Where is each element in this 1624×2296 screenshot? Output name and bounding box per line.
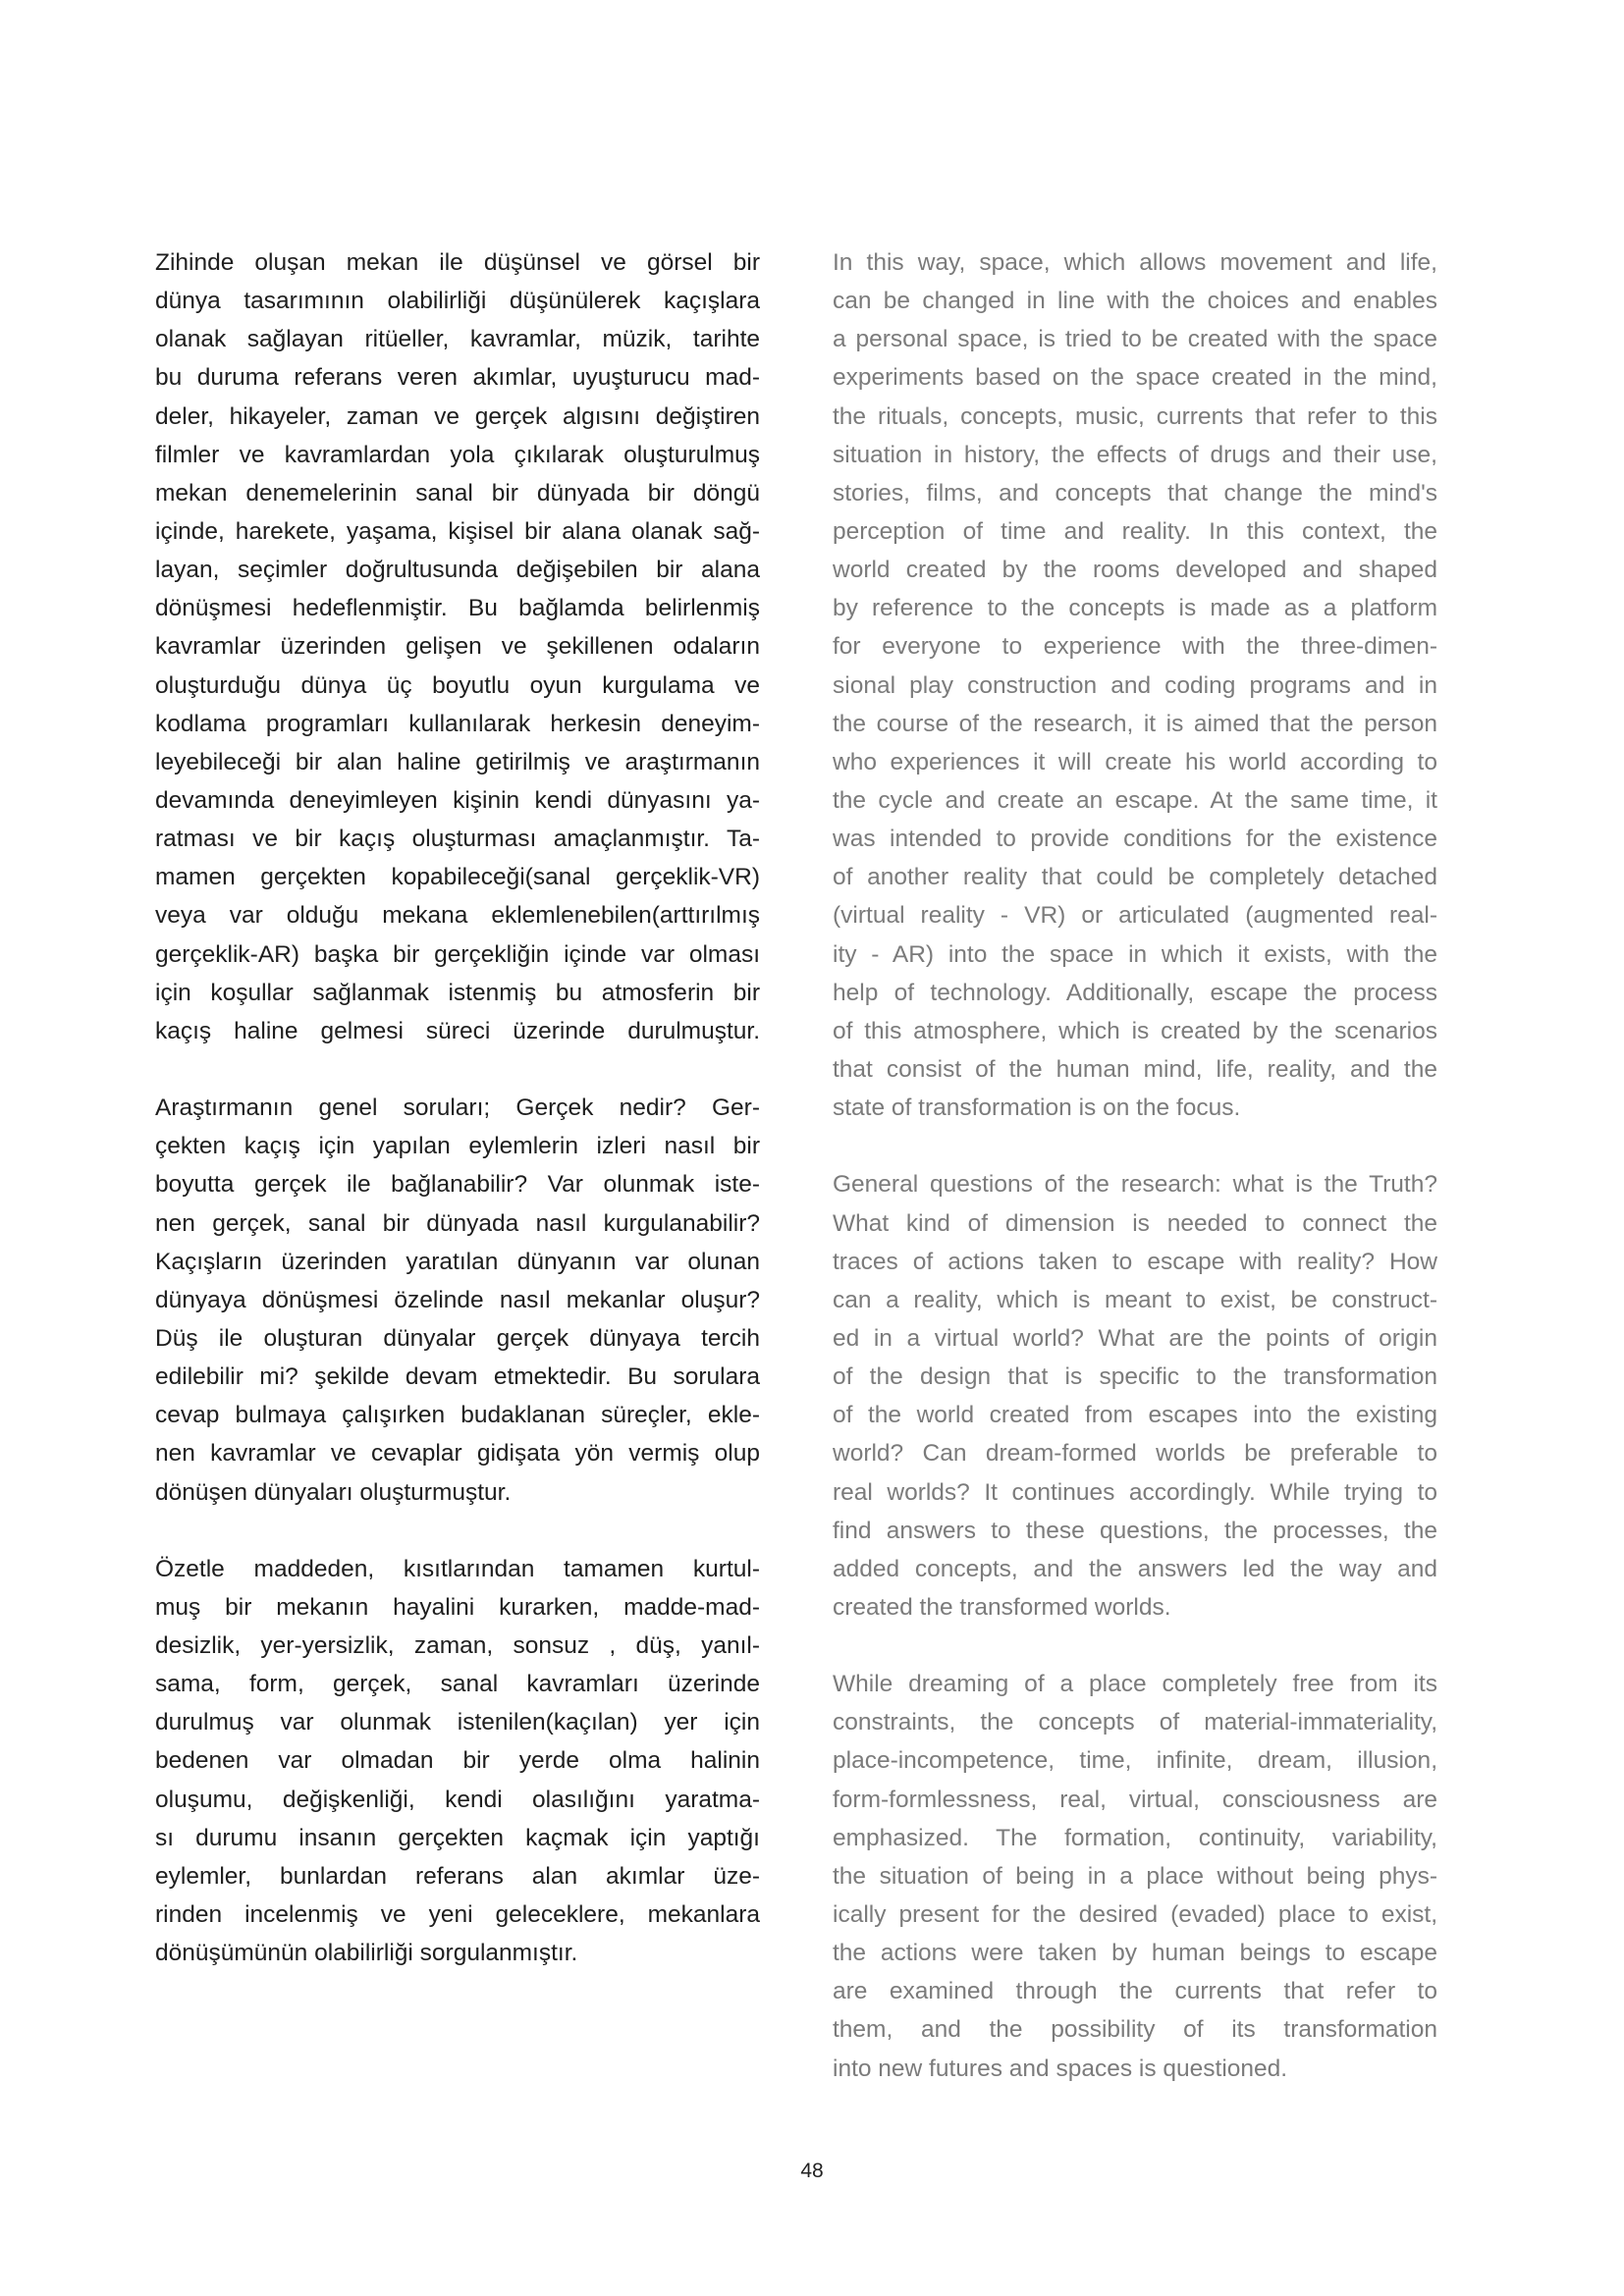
text-line: was intended to provide conditions for the existence	[833, 826, 1437, 853]
text-line: Kaçışların üzerinden yaratılan dünyanın var olunan	[155, 1248, 760, 1275]
text-line: What kind of dimension is needed to connect the	[833, 1209, 1437, 1237]
text-line: of the design that is specific to the transformation	[833, 1363, 1437, 1391]
paragraph	[833, 1665, 1437, 2088]
text-line: situation in history, the effects of drugs and their use,	[833, 441, 1437, 468]
text-line: durulmuş var olunmak istenilen(kaçılan) yer için	[155, 1709, 760, 1736]
text-line: oluşturduğu dünya üç boyutlu oyun kurgulama ve	[155, 671, 760, 699]
text-line: sama, form, gerçek, sanal kavramları üzerinde	[155, 1671, 760, 1698]
text-line: of the world created from escapes into the existing	[833, 1402, 1437, 1429]
text-line: into new futures and spaces is questioned.	[833, 2055, 1288, 2082]
text-line: olanak sağlayan ritüeller, kavramlar, müzik, tarihte	[155, 326, 760, 353]
text-line: Düş ile oluşturan dünyalar gerçek dünyaya tercih	[155, 1324, 760, 1352]
text-line: world created by the rooms developed and shaped	[833, 557, 1437, 584]
text-line: devamında deneyimleyen kişinin kendi dünyasını ya-	[155, 786, 760, 814]
text-line: kavramlar üzerinden gelişen ve şekillenen odaların	[155, 633, 760, 661]
text-line: by reference to the concepts is made as a platform	[833, 595, 1437, 622]
text-line: find answers to these questions, the processes, the	[833, 1517, 1437, 1544]
text-line: layan, seçimler doğrultusunda değişebilen bir alana	[155, 557, 760, 584]
text-line: who experiences it will create his world according to	[833, 748, 1437, 775]
paragraph	[833, 243, 1437, 1127]
text-line: gerçeklik-AR) başka bir gerçekliğin içinde var olması	[155, 940, 760, 968]
text-line: can a reality, which is meant to exist, be construct-	[833, 1286, 1437, 1313]
text-line: oluşumu, değişkenliği, kendi olasılığını yaratma-	[155, 1786, 760, 1813]
text-line: While dreaming of a place completely free from its	[833, 1671, 1437, 1698]
turkish-text-column	[155, 243, 760, 2010]
text-line: muş bir mekanın hayalini kurarken, madde-mad-	[155, 1593, 760, 1621]
text-line: veya var olduğu mekana eklemlenebilen(arttırılmış	[155, 902, 760, 930]
text-line: can be changed in line with the choices and enables	[833, 288, 1437, 315]
text-line: Zihinde oluşan mekan ile düşünsel ve görsel bir	[155, 249, 760, 276]
text-line: In this way, space, which allows movement and life,	[833, 249, 1437, 276]
text-line: created the transformed worlds.	[833, 1593, 1171, 1621]
text-line: ed in a virtual world? What are the points of origin	[833, 1324, 1437, 1352]
text-line: the rituals, concepts, music, currents that refer to this	[833, 402, 1437, 430]
text-line: added concepts, and the answers led the way and	[833, 1555, 1437, 1582]
text-line: ically present for the desired (evaded) place to exist,	[833, 1901, 1437, 1929]
text-line: dönüşen dünyaları oluşturmuştur.	[155, 1478, 512, 1506]
text-line: that consist of the human mind, life, reality, and the	[833, 1055, 1437, 1083]
paragraph	[155, 1089, 760, 1512]
text-line: dönüşümünün olabilirliği sorgulanmıştır.	[155, 1940, 578, 1967]
text-line: a personal space, is tried to be created with the space	[833, 326, 1437, 353]
text-line: kodlama programları kullanılarak herkesin deneyim-	[155, 710, 760, 737]
text-line: of this atmosphere, which is created by the scenarios	[833, 1017, 1437, 1044]
text-line: for everyone to experience with the three-dimen-	[833, 633, 1437, 661]
text-line: mekan denemelerinin sanal bir dünyada bir döngü	[155, 479, 760, 507]
text-line: bu duruma referans veren akımlar, uyuşturucu mad-	[155, 364, 760, 392]
text-line: desizlik, yer-yersizlik, zaman, sonsuz , düş, yanıl-	[155, 1632, 760, 1660]
text-line: real worlds? It continues accordingly. While trying to	[833, 1478, 1437, 1506]
text-line: are examined through the currents that refer to	[833, 1978, 1437, 2005]
text-line: kaçış haline gelmesi süreci üzerinde durulmuştur.	[155, 1017, 760, 1044]
text-line: Özetle maddeden, kısıtlarından tamamen kurtul-	[155, 1555, 760, 1582]
text-line: dönüşmesi hedeflenmiştir. Bu bağlamda belirlenmiş	[155, 595, 760, 622]
page-number: 48	[800, 2160, 824, 2182]
text-line: çekten kaçış için yapılan eylemlerin izleri nasıl bir	[155, 1133, 760, 1160]
text-line: perception of time and reality. In this context, the	[833, 517, 1437, 545]
text-line: edilebilir mi? şekilde devam etmektedir. Bu sorulara	[155, 1363, 760, 1391]
text-line: the course of the research, it is aimed that the person	[833, 710, 1437, 737]
text-line: experiments based on the space created in the mind,	[833, 364, 1437, 392]
text-line: state of transformation is on the focus.	[833, 1095, 1241, 1122]
text-line: place-incompetence, time, infinite, dream, illusion,	[833, 1747, 1437, 1775]
text-line: rinden incelenmiş ve yeni geleceklere, mekanlara	[155, 1901, 760, 1929]
text-line: emphasized. The formation, continuity, variability,	[833, 1824, 1437, 1851]
text-line: ity - AR) into the space in which it exists, with the	[833, 940, 1437, 968]
text-line: eylemler, bunlardan referans alan akımlar üze-	[155, 1862, 760, 1890]
text-line: the situation of being in a place without being phys-	[833, 1862, 1437, 1890]
paragraph	[833, 1165, 1437, 1627]
paragraph	[155, 243, 760, 1050]
text-line: stories, films, and concepts that change the mind's	[833, 479, 1437, 507]
paragraph	[155, 1550, 760, 1973]
text-line: form-formlessness, real, virtual, consciousness are	[833, 1786, 1437, 1813]
text-line: the actions were taken by human beings to escape	[833, 1940, 1437, 1967]
text-line: filmler ve kavramlardan yola çıkılarak oluşturulmuş	[155, 441, 760, 468]
text-line: nen gerçek, sanal bir dünyada nasıl kurgulanabilir?	[155, 1209, 760, 1237]
text-line: General questions of the research: what is the Truth?	[833, 1171, 1437, 1199]
text-line: sı durumu insanın gerçekten kaçmak için yaptığı	[155, 1824, 760, 1851]
text-line: bedenen var olmadan bir yerde olma halinin	[155, 1747, 760, 1775]
text-line: içinde, harekete, yaşama, kişisel bir alana olanak sağ-	[155, 517, 760, 545]
english-text-column	[833, 243, 1437, 2126]
text-line: dünya tasarımının olabilirliği düşünülerek kaçışlara	[155, 288, 760, 315]
text-line: them, and the possibility of its transformation	[833, 2016, 1437, 2044]
text-line: nen kavramlar ve cevaplar gidişata yön vermiş olup	[155, 1440, 760, 1468]
text-line: için koşullar sağlanmak istenmiş bu atmosferin bir	[155, 979, 760, 1006]
text-line: sional play construction and coding programs and in	[833, 671, 1437, 699]
text-line: deler, hikayeler, zaman ve gerçek algısını değiştiren	[155, 402, 760, 430]
text-line: mamen gerçekten kopabileceği(sanal gerçeklik-VR)	[155, 864, 760, 891]
text-line: of another reality that could be completely detached	[833, 864, 1437, 891]
text-line: (virtual reality - VR) or articulated (augmented real-	[833, 902, 1437, 930]
text-line: dünyaya dönüşmesi özelinde nasıl mekanlar oluşur?	[155, 1286, 760, 1313]
text-line: constraints, the concepts of material-immateriality,	[833, 1709, 1437, 1736]
text-line: world? Can dream-formed worlds be preferable to	[833, 1440, 1437, 1468]
text-line: help of technology. Additionally, escape the process	[833, 979, 1437, 1006]
text-line: the cycle and create an escape. At the same time, it	[833, 786, 1437, 814]
text-line: leyebileceği bir alan haline getirilmiş ve araştırmanın	[155, 748, 760, 775]
text-line: boyutta gerçek ile bağlanabilir? Var olunmak iste-	[155, 1171, 760, 1199]
text-line: traces of actions taken to escape with reality? How	[833, 1248, 1437, 1275]
text-line: cevap bulmaya çalışırken budaklanan süreçler, ekle-	[155, 1402, 760, 1429]
text-line: Araştırmanın genel soruları; Gerçek nedir? Ger-	[155, 1095, 760, 1122]
text-line: ratması ve bir kaçış oluşturması amaçlanmıştır. Ta-	[155, 826, 760, 853]
